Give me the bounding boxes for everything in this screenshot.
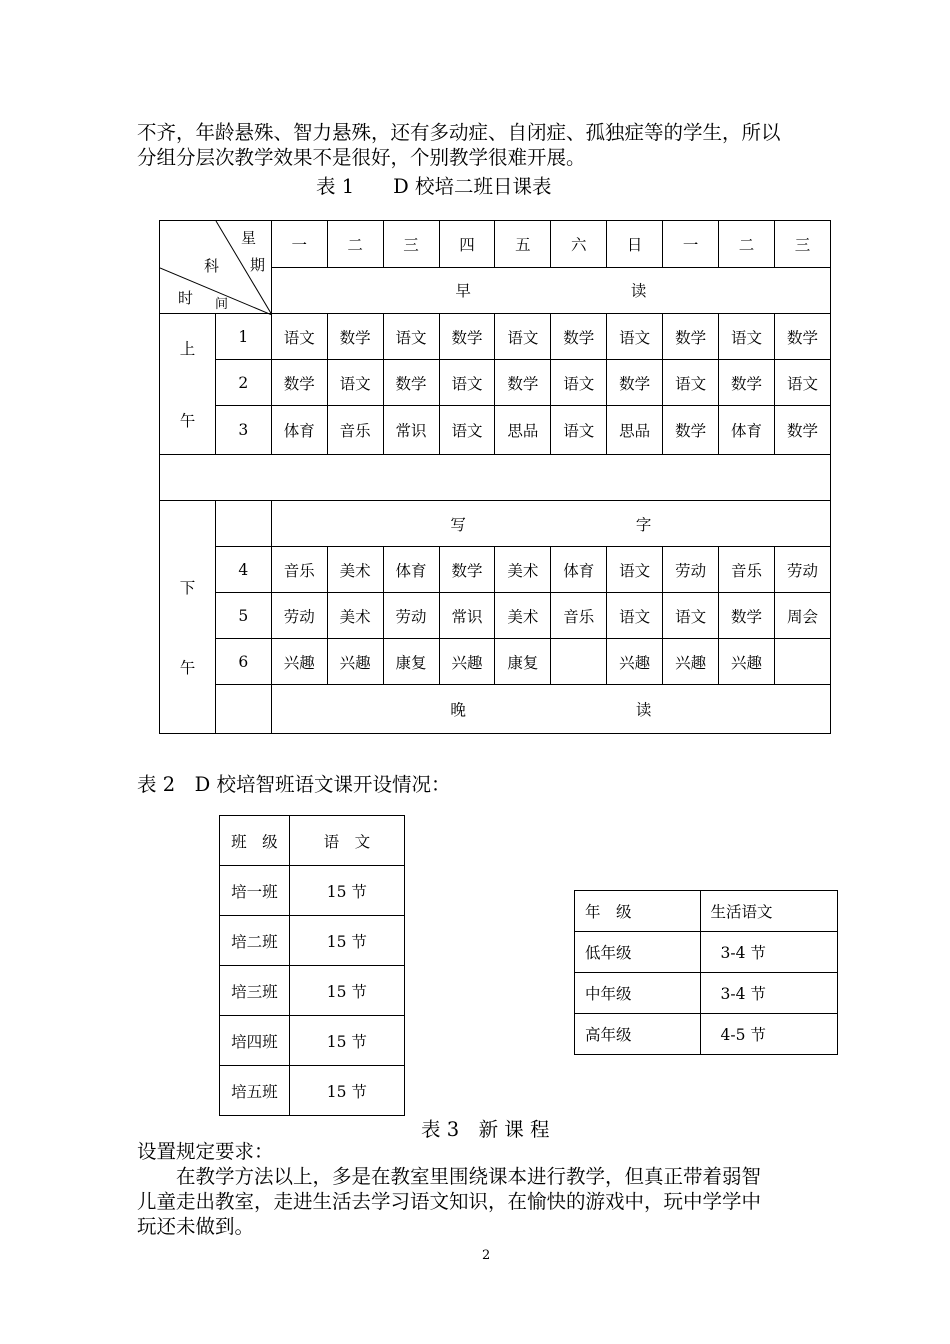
period-number: 5 bbox=[215, 593, 271, 639]
table-cell: 兴趣 bbox=[663, 639, 719, 685]
table-cell: 美术 bbox=[495, 593, 551, 639]
day-header: 三 bbox=[774, 221, 830, 268]
wandu-char: 晚 bbox=[450, 701, 466, 719]
table-cell: 语文 bbox=[607, 547, 663, 593]
table-cell: 15 节 bbox=[289, 916, 404, 966]
table-cell bbox=[551, 639, 607, 685]
table-cell: 15 节 bbox=[289, 866, 404, 916]
table-cell: 3-4 节 bbox=[700, 973, 837, 1014]
paragraph-line: 分组分层次教学效果不是很好，个别教学很难开展。 bbox=[137, 146, 586, 169]
corner-label: 时 bbox=[178, 289, 194, 307]
period-number: 1 bbox=[215, 314, 271, 360]
table-cell: 语文 bbox=[495, 314, 551, 360]
table-cell: 兴趣 bbox=[327, 639, 383, 685]
table-cell: 劳动 bbox=[774, 547, 830, 593]
afternoon-label bbox=[160, 501, 216, 734]
table-cell: 培四班 bbox=[220, 1016, 290, 1066]
table-cell: 低年级 bbox=[575, 932, 701, 973]
morning-label-char: 上 bbox=[179, 340, 196, 358]
corner-label: 间 bbox=[215, 297, 229, 312]
table-cell: 周会 bbox=[774, 593, 830, 639]
table-cell: 体育 bbox=[383, 547, 439, 593]
table-cell: 美术 bbox=[495, 547, 551, 593]
table-cell: 数学 bbox=[607, 360, 663, 406]
day-header: 二 bbox=[327, 221, 383, 268]
table-cell: 培一班 bbox=[220, 866, 290, 916]
table-cell: 语文 bbox=[439, 360, 495, 406]
table-cell: 培五班 bbox=[220, 1066, 290, 1116]
paragraph-line: 在教学方法以上，多是在教室里围绕课本进行教学，但真正带着弱智 bbox=[137, 1165, 762, 1188]
xiezi-char: 字 bbox=[635, 515, 652, 534]
table-cell: 数学 bbox=[774, 314, 830, 360]
table-cell: 语文 bbox=[551, 360, 607, 406]
table-cell: 数学 bbox=[719, 593, 775, 639]
table-cell bbox=[774, 639, 830, 685]
table-cell: 思品 bbox=[495, 406, 551, 455]
day-header: 六 bbox=[551, 221, 607, 268]
table-cell: 体育 bbox=[719, 406, 775, 455]
table-cell: 高年级 bbox=[575, 1014, 701, 1055]
table-cell: 15 节 bbox=[289, 966, 404, 1016]
table-cell: 数学 bbox=[439, 314, 495, 360]
zaodu-row bbox=[271, 267, 830, 314]
xiezi-char: 写 bbox=[450, 515, 466, 534]
table-cell: 数学 bbox=[719, 360, 775, 406]
table-cell: 音乐 bbox=[271, 547, 327, 593]
wandu-row bbox=[271, 685, 830, 734]
table-cell: 劳动 bbox=[271, 593, 327, 639]
afternoon-label-char: 下 bbox=[179, 579, 196, 597]
table-cell: 语文 bbox=[551, 406, 607, 455]
class-chinese-table bbox=[219, 815, 405, 1116]
table-cell: 美术 bbox=[327, 547, 383, 593]
table-header: 年 级 bbox=[575, 891, 701, 932]
table-cell: 思品 bbox=[607, 406, 663, 455]
paragraph-line: 设置规定要求： bbox=[137, 1140, 274, 1163]
table-cell: 常识 bbox=[439, 593, 495, 639]
period-number: 2 bbox=[215, 360, 271, 406]
table-cell: 数学 bbox=[774, 406, 830, 455]
table-cell: 语文 bbox=[719, 314, 775, 360]
day-header: 五 bbox=[495, 221, 551, 268]
table-cell: 数学 bbox=[383, 360, 439, 406]
paragraph-line: 玩还未做到。 bbox=[137, 1215, 255, 1238]
table-cell: 劳动 bbox=[663, 547, 719, 593]
table-cell: 4-5 节 bbox=[700, 1014, 837, 1055]
table-cell: 语文 bbox=[663, 593, 719, 639]
table-cell: 语文 bbox=[439, 406, 495, 455]
header-corner-cell bbox=[160, 221, 272, 314]
table-cell: 音乐 bbox=[327, 406, 383, 455]
table-header: 语 文 bbox=[289, 816, 404, 866]
table-cell: 培三班 bbox=[220, 966, 290, 1016]
table-cell: 语文 bbox=[607, 593, 663, 639]
table-cell: 劳动 bbox=[383, 593, 439, 639]
table-cell: 常识 bbox=[383, 406, 439, 455]
table-cell: 兴趣 bbox=[439, 639, 495, 685]
day-header: 四 bbox=[439, 221, 495, 268]
table-cell: 语文 bbox=[774, 360, 830, 406]
period-number: 3 bbox=[215, 406, 271, 455]
table-cell: 语文 bbox=[607, 314, 663, 360]
table-cell: 中年级 bbox=[575, 973, 701, 1014]
table-cell: 数学 bbox=[551, 314, 607, 360]
table-header: 生活语文 bbox=[700, 891, 837, 932]
table-cell: 语文 bbox=[663, 360, 719, 406]
table-cell: 数学 bbox=[327, 314, 383, 360]
table3-caption: 表 3 新 课 程 bbox=[421, 1118, 550, 1141]
table-cell: 兴趣 bbox=[607, 639, 663, 685]
table-cell: 语文 bbox=[271, 314, 327, 360]
table-cell: 培二班 bbox=[220, 916, 290, 966]
table-cell: 语文 bbox=[327, 360, 383, 406]
zaodu-char: 早 bbox=[455, 282, 471, 301]
day-header: 一 bbox=[271, 221, 327, 268]
day-header: 二 bbox=[719, 221, 775, 268]
table-cell: 数学 bbox=[439, 547, 495, 593]
afternoon-label-char: 午 bbox=[179, 659, 196, 677]
table2-caption: 表 2 D 校培智班语文课开设情况： bbox=[137, 773, 451, 796]
table-cell: 数学 bbox=[495, 360, 551, 406]
table-header: 班 级 bbox=[220, 816, 290, 866]
table-cell: 3-4 节 bbox=[700, 932, 837, 973]
table-cell: 兴趣 bbox=[271, 639, 327, 685]
xiezi-row bbox=[271, 501, 830, 547]
empty-cell bbox=[215, 501, 271, 547]
table-cell: 康复 bbox=[495, 639, 551, 685]
lunch-break-row bbox=[160, 455, 831, 501]
period-number: 6 bbox=[215, 639, 271, 685]
wandu-char: 读 bbox=[635, 701, 652, 719]
table-cell: 体育 bbox=[271, 406, 327, 455]
empty-cell bbox=[215, 685, 271, 734]
table-cell: 音乐 bbox=[719, 547, 775, 593]
table-cell: 音乐 bbox=[551, 593, 607, 639]
table-cell: 15 节 bbox=[289, 1016, 404, 1066]
table-cell: 语文 bbox=[383, 314, 439, 360]
day-header: 日 bbox=[607, 221, 663, 268]
corner-label: 期 bbox=[250, 256, 266, 274]
corner-label: 科 bbox=[204, 257, 220, 275]
morning-label-char: 午 bbox=[179, 412, 196, 430]
morning-label bbox=[160, 314, 216, 455]
new-curriculum-table bbox=[574, 890, 838, 1055]
table-cell: 体育 bbox=[551, 547, 607, 593]
table-cell: 数学 bbox=[663, 406, 719, 455]
table-cell: 数学 bbox=[663, 314, 719, 360]
page-number: 2 bbox=[482, 1248, 491, 1263]
day-header: 三 bbox=[383, 221, 439, 268]
paragraph-line: 不齐，年龄悬殊、智力悬殊，还有多动症、自闭症、孤独症等的学生，所以 bbox=[137, 121, 781, 144]
corner-label: 星 bbox=[241, 229, 257, 247]
period-number: 4 bbox=[215, 547, 271, 593]
zaodu-char: 读 bbox=[630, 282, 647, 301]
table-cell: 15 节 bbox=[289, 1066, 404, 1116]
table-cell: 兴趣 bbox=[719, 639, 775, 685]
table-cell: 数学 bbox=[271, 360, 327, 406]
day-header: 一 bbox=[663, 221, 719, 268]
paragraph-line: 儿童走出教室，走进生活去学习语文知识，在愉快的游戏中，玩中学学中 bbox=[137, 1190, 762, 1213]
table-cell: 美术 bbox=[327, 593, 383, 639]
table-cell: 康复 bbox=[383, 639, 439, 685]
table1-caption: 表 1 D 校培二班日课表 bbox=[316, 175, 552, 198]
schedule-table bbox=[159, 220, 831, 734]
